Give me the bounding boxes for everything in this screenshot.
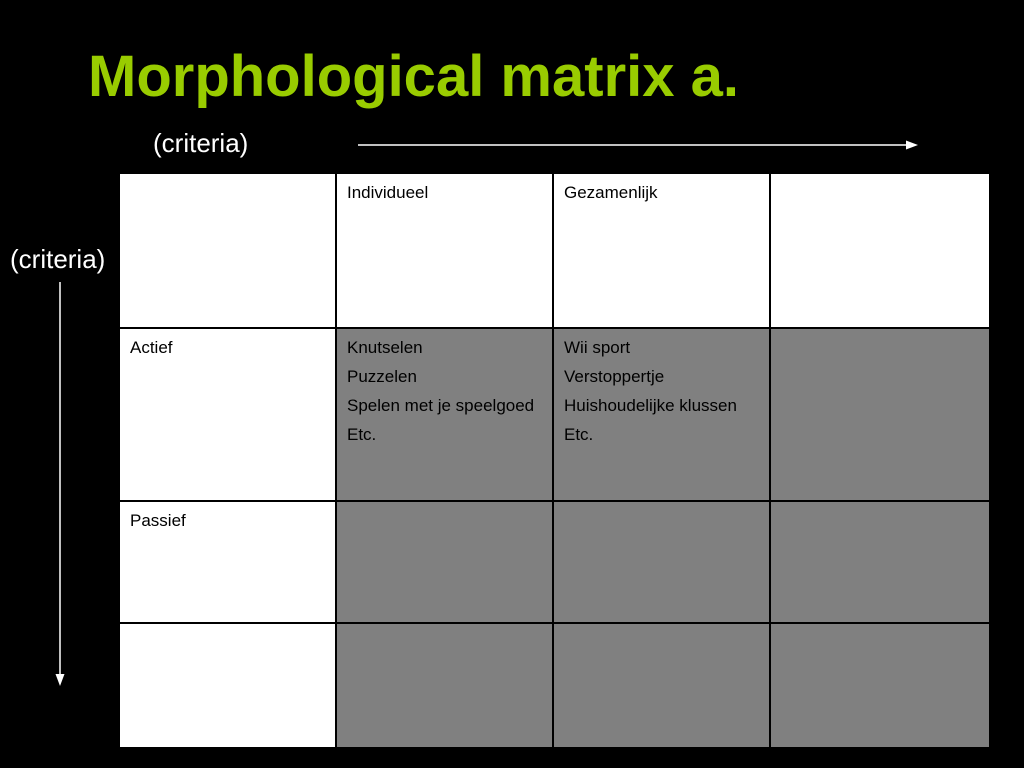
right-arrow-icon — [358, 138, 918, 152]
cell-item: Puzzelen — [347, 367, 417, 386]
column-header-gezamenlijk: Gezamenlijk — [554, 174, 771, 329]
matrix-cell-empty-gezamenlijk — [554, 624, 771, 747]
row-header-passief: Passief — [120, 502, 337, 624]
matrix-cell-actief-gezamenlijk — [554, 329, 771, 502]
matrix-cell-passief-empty — [771, 502, 989, 624]
row-header-actief: Actief — [120, 329, 337, 502]
matrix-cell-empty-individueel — [337, 624, 554, 747]
cell-item: Etc. — [564, 425, 594, 444]
slide-title: Morphological matrix a. — [88, 44, 739, 109]
down-arrow-icon — [53, 282, 67, 686]
cell-item: Etc. — [347, 425, 377, 444]
matrix-corner-cell — [120, 174, 337, 329]
column-header-individueel: Individueel — [337, 174, 554, 329]
matrix-cell-actief-empty — [771, 329, 989, 502]
column-header-empty — [771, 174, 989, 329]
matrix-cell-passief-gezamenlijk — [554, 502, 771, 624]
cell-item: Huishoudelijke klussen — [564, 396, 737, 415]
criteria-label-horizontal: (criteria) — [153, 128, 249, 158]
cell-item: Knutselen — [347, 338, 423, 357]
criteria-label-vertical: (criteria) — [10, 244, 106, 274]
matrix-cell-actief-individueel — [337, 329, 554, 502]
row-header-empty — [120, 624, 337, 747]
cell-item: Spelen met je speelgoed — [347, 396, 535, 415]
cell-item: Wii sport — [564, 338, 631, 357]
morphological-matrix — [120, 174, 989, 747]
cell-item: Verstoppertje — [564, 367, 665, 386]
matrix-cell-passief-individueel — [337, 502, 554, 624]
matrix-cell-empty-empty — [771, 624, 989, 747]
